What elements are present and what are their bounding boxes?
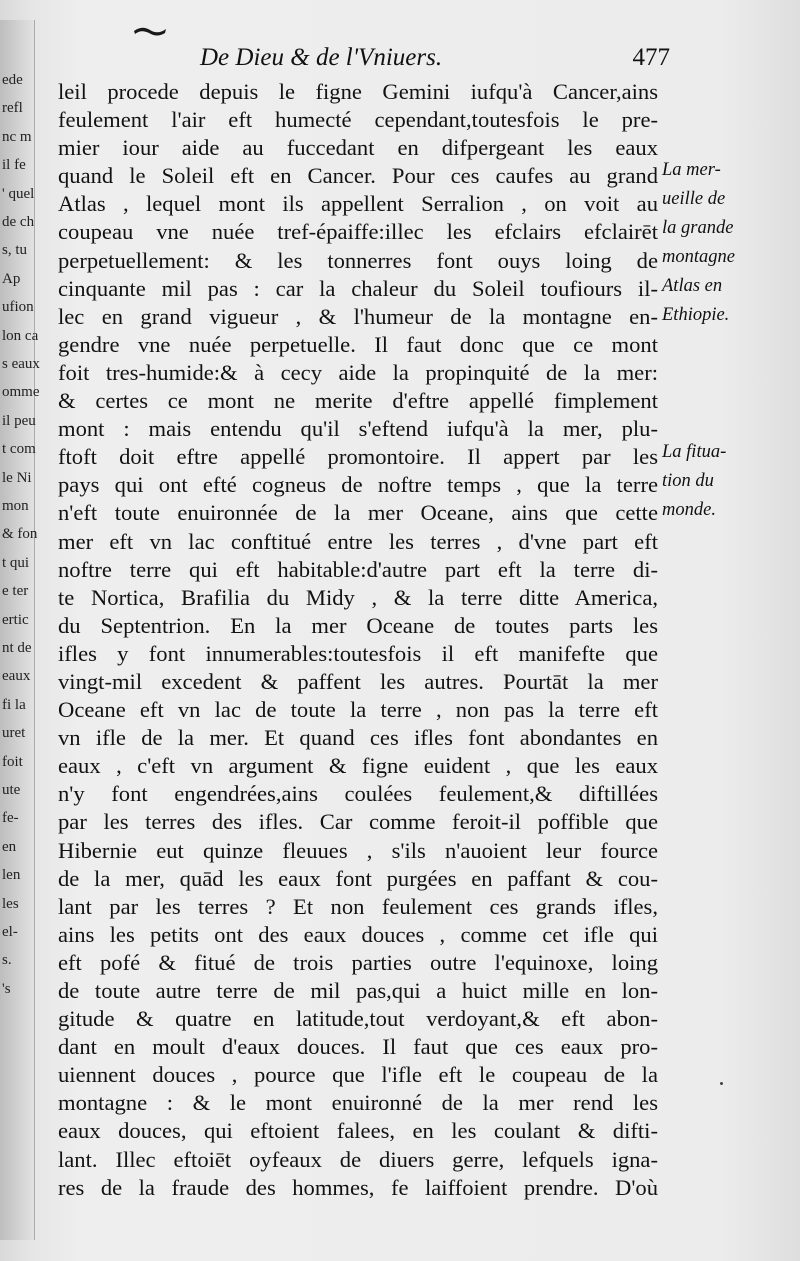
facing-page-fragment: fe-: [2, 810, 19, 827]
text-line: dant en moult d'eaux douces. Il faut que ces eaux pro-: [58, 1034, 658, 1060]
paper-speck: [720, 1082, 723, 1085]
text-line: eaux , c'eft vn argument & figne euident , que les eaux: [58, 753, 658, 779]
text-line: lec en grand vigueur , & l'humeur de la montagne en-: [58, 303, 658, 329]
text-line: gitude & quatre en latitude,tout verdoyant,& eft abon-: [58, 1006, 658, 1032]
text-line: perpetuellement: & les tonnerres font ouys loing de: [58, 247, 658, 273]
margin-note-line: la grande: [662, 218, 734, 238]
facing-page-fragment: s.: [2, 952, 12, 969]
text-line: pays qui ont efté cogneus de noftre temps , que la terre: [58, 472, 658, 498]
facing-page-fragment: len: [2, 867, 21, 884]
facing-page-fragment: ertic: [2, 611, 29, 628]
facing-page-fragment: e ter: [2, 583, 29, 600]
facing-page-fragment: refl: [2, 100, 23, 117]
facing-page-fragment: il peu: [2, 412, 36, 429]
facing-page-fragment: el-: [2, 924, 18, 940]
text-line: te Nortica, Brafilia du Midy , & la terre ditte America,: [58, 584, 658, 610]
text-line: montagne : & le mont enuironné de la mer rend les: [58, 1090, 658, 1116]
margin-note-situation: [662, 438, 792, 525]
facing-page-fragment: t qui: [2, 554, 30, 571]
facing-page-fragment: uret: [2, 725, 26, 742]
facing-page-fragment: 's: [2, 980, 11, 997]
text-line: feulement l'air eft humecté cependant,toutesfois le pre-: [58, 107, 658, 133]
text-line: cinquante mil pas : car la chaleur du Soleil toufiours il-: [58, 275, 658, 301]
text-line: vingt-mil excedent & paffent les autres. Pourtāt la mer: [58, 668, 658, 694]
text-line: n'y font engendrées,ains coulées feulement,& diftillées: [58, 781, 658, 807]
running-title: De Dieu & de l'Vniuers.: [200, 44, 443, 71]
facing-page-fragment: nt de: [2, 640, 32, 656]
text-line: leil procede depuis le figne Gemini iufqu'à Cancer,ains: [58, 79, 658, 104]
margin-note-line: monde.: [662, 500, 716, 520]
facing-page-fragment: Ap: [2, 270, 21, 287]
facing-page-fragment: foit: [2, 753, 23, 770]
facing-page-fragment: fi la: [2, 696, 26, 713]
text-line: Oceane eft vn lac de toute la terre , non pas la terre eft: [58, 697, 658, 723]
text-line: Hibernie eut quinze fleuues , s'ils n'auoient leur fource: [58, 837, 658, 863]
text-line: ifles y font innumerables:toutesfois il eft manifefte que: [58, 640, 658, 666]
facing-page-fragment: nc m: [2, 128, 32, 145]
facing-page-fragment: t com: [2, 441, 36, 458]
facing-page-fragment: de ch: [2, 214, 35, 230]
margin-note-line: La fitua-: [662, 442, 727, 462]
text-line: Atlas , lequel mont ils appellent Serralion , on voit au: [58, 191, 658, 217]
text-line: lant par les terres ? Et non feulement ces grands ifles,: [58, 893, 658, 919]
facing-page-fragment: ede: [2, 72, 23, 88]
facing-page-fragment: ufion: [2, 299, 34, 316]
facing-page-fragment: mon: [2, 498, 29, 514]
text-line: de toute autre terre de mil pas,qui a huict mille en lon-: [58, 978, 658, 1003]
facing-page-fragment: ' quel: [2, 185, 35, 202]
text-line: de la mer, quād les eaux font purgées en paffant & cou-: [58, 865, 658, 891]
text-line: ains les petits ont des eaux douces , comme cet ifle qui: [58, 921, 658, 947]
text-line: n'eft toute enuironnée de la mer Oceane, ains que cette: [58, 500, 658, 526]
margin-note-line: ueille de: [662, 189, 726, 209]
facing-page-edge: [0, 20, 40, 1240]
main-text-block: [58, 78, 658, 1202]
text-line: gendre vne nuée perpetuelle. Il faut donc que ce mont: [58, 331, 658, 357]
page-number: 477: [632, 44, 670, 71]
facing-page-fragment: les: [2, 895, 19, 912]
text-line: quand le Soleil eft en Cancer. Pour ces caufes au grand: [58, 163, 658, 189]
text-line: eft pofé & fitué de trois parties outre l'equinoxe, loing: [58, 949, 658, 975]
facing-page-fragment: le Ni: [2, 469, 32, 486]
margin-note-line: montagne: [662, 247, 735, 267]
text-line: noftre terre qui eft habitable:d'autre part eft la terre di-: [58, 556, 658, 582]
facing-page-fragment: s, tu: [2, 242, 28, 259]
margin-note-line: Ethiopie.: [662, 305, 730, 325]
facing-page-fragment: eaux: [2, 668, 31, 685]
text-line: uiennent douces , pource que l'ifle eft le coupeau de la: [58, 1062, 658, 1088]
facing-page-fragment: & fon: [2, 526, 38, 543]
facing-page-fragment: lon ca: [2, 327, 39, 344]
text-line: coupeau vne nuée tref-épaiffe:illec les efclairs efclairēt: [58, 219, 658, 245]
text-line: mier iour aide au fuccedant en difpergeant les eaux: [58, 135, 658, 161]
running-header: [200, 40, 670, 80]
text-line: ftoft doit eftre appellé promontoire. Il appert par les: [58, 444, 658, 470]
facing-page-fragment: ute: [2, 782, 21, 798]
margin-note-line: Atlas en: [662, 276, 723, 296]
facing-page-fragment: il fe: [2, 157, 26, 174]
text-line: eaux douces, qui eftoient falees, en les coulant & difti-: [58, 1118, 658, 1144]
text-line: foit tres-humide:& à cecy aide la propinquité de la mer:: [58, 359, 658, 385]
margin-note-atlas: [662, 156, 792, 330]
text-line: vn ifle de la mer. Et quand ces ifles font abondantes en: [58, 725, 658, 751]
text-line: lant. Illec eftoiēt oyfeaux de diuers gerre, lefquels igna-: [58, 1146, 658, 1172]
facing-page-fragment: en: [2, 838, 17, 855]
text-line: du Septentrion. En la mer Oceane de toutes parts les: [58, 612, 658, 638]
text-line: par les terres des ifles. Car comme feroit-il poffible que: [58, 809, 658, 835]
printer-ornament-icon: [132, 24, 168, 38]
text-line: mont : mais entendu qu'il s'eftend iufqu'à la mer, plu-: [58, 416, 658, 442]
text-line: & certes ce mont ne merite d'eftre appellé fimplement: [58, 388, 658, 414]
margin-note-line: La mer-: [662, 160, 721, 180]
margin-note-line: tion du: [662, 471, 714, 491]
text-line: res de la fraude des hommes, fe laiffoient prendre. D'où: [58, 1174, 658, 1200]
text-line: mer eft vn lac conftitué entre les terres , d'vne part eft: [58, 528, 658, 554]
facing-page-fragment: omme: [2, 384, 40, 401]
facing-page-fragment: s eaux: [2, 356, 40, 372]
